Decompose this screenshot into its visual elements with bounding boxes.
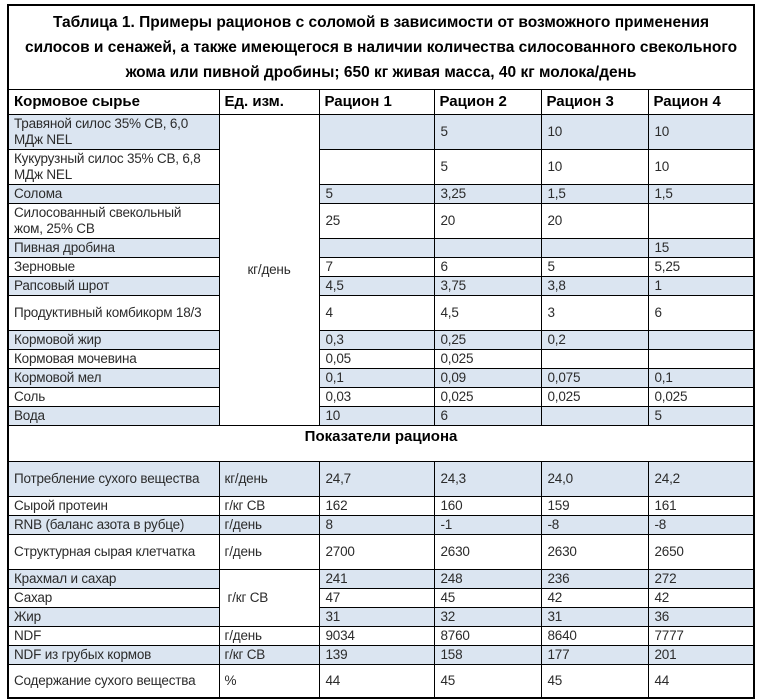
column-header-ration-3: Рацион 3 — [541, 90, 648, 115]
value-cell: 5 — [541, 258, 648, 277]
value-cell: 4,5 — [319, 277, 434, 296]
value-cell: 6 — [648, 296, 754, 331]
value-cell: 20 — [434, 204, 541, 239]
unit-cell: % — [219, 665, 319, 698]
value-cell: 24,3 — [434, 462, 541, 497]
table-row — [8, 239, 754, 258]
value-cell — [319, 115, 434, 150]
feed-name-cell: Солома — [8, 185, 219, 204]
value-cell: 2700 — [319, 535, 434, 570]
value-cell: 10 — [319, 407, 434, 426]
value-cell: 7 — [319, 258, 434, 277]
table-row — [8, 589, 754, 608]
value-cell: 0,2 — [541, 331, 648, 350]
value-cell: -8 — [648, 516, 754, 535]
table-row — [8, 185, 754, 204]
value-cell: 15 — [648, 239, 754, 258]
feed-name-cell: Вода — [8, 407, 219, 426]
table-row — [8, 497, 754, 516]
value-cell: 0,1 — [319, 369, 434, 388]
table-row — [8, 350, 754, 369]
title-row — [8, 5, 754, 90]
value-cell: 31 — [541, 608, 648, 627]
value-cell: 10 — [541, 150, 648, 185]
value-cell: 25 — [319, 204, 434, 239]
value-cell: 7777 — [648, 627, 754, 646]
value-cell: 9034 — [319, 627, 434, 646]
value-cell — [648, 204, 754, 239]
value-cell: 0,025 — [648, 388, 754, 407]
value-cell: 0,025 — [541, 388, 648, 407]
feed-name-cell: Зерновые — [8, 258, 219, 277]
value-cell: 1,5 — [541, 185, 648, 204]
feed-name-cell: Травяной силос 35% СВ, 6,0 МДж NEL — [8, 115, 219, 150]
value-cell: 24,2 — [648, 462, 754, 497]
value-cell: 272 — [648, 570, 754, 589]
value-cell: 24,0 — [541, 462, 648, 497]
section-header: Показатели рациона — [8, 426, 754, 462]
value-cell: 0,1 — [648, 369, 754, 388]
value-cell: 45 — [434, 589, 541, 608]
feed-name-cell: Продуктивный комбикорм 18/3 — [8, 296, 219, 331]
value-cell: 5,25 — [648, 258, 754, 277]
value-cell: 5 — [434, 150, 541, 185]
column-header-ration-1: Рацион 1 — [319, 90, 434, 115]
feed-name-cell: Кормовой жир — [8, 331, 219, 350]
value-cell: 3,75 — [434, 277, 541, 296]
value-cell — [541, 350, 648, 369]
table-row — [8, 115, 754, 150]
value-cell: 8 — [319, 516, 434, 535]
value-cell: 139 — [319, 646, 434, 665]
value-cell — [434, 239, 541, 258]
table-row — [8, 296, 754, 331]
indicator-name-cell: NDF — [8, 627, 219, 646]
feed-name-cell: Кормовой мел — [8, 369, 219, 388]
table-row — [8, 665, 754, 698]
value-cell: 0,05 — [319, 350, 434, 369]
value-cell: 0,025 — [434, 388, 541, 407]
value-cell: 10 — [648, 150, 754, 185]
value-cell: 159 — [541, 497, 648, 516]
table-row — [8, 462, 754, 497]
value-cell: 3,8 — [541, 277, 648, 296]
value-cell: 0,25 — [434, 331, 541, 350]
feed-name-cell: Пивная дробина — [8, 239, 219, 258]
indicator-name-cell: RNB (баланс азота в рубце) — [8, 516, 219, 535]
unit-cell: г/кг СВ — [219, 646, 319, 665]
indicator-name-cell: Сырой протеин — [8, 497, 219, 516]
value-cell: 36 — [648, 608, 754, 627]
value-cell — [319, 150, 434, 185]
value-cell: 20 — [541, 204, 648, 239]
value-cell: 5 — [648, 407, 754, 426]
value-cell: 42 — [648, 589, 754, 608]
table-row — [8, 258, 754, 277]
value-cell: 0,3 — [319, 331, 434, 350]
value-cell: 2630 — [434, 535, 541, 570]
table-row — [8, 570, 754, 589]
value-cell: 10 — [541, 115, 648, 150]
value-cell — [541, 239, 648, 258]
value-cell: 248 — [434, 570, 541, 589]
unit-cell: г/кг СВ — [219, 497, 319, 516]
value-cell: 44 — [648, 665, 754, 698]
value-cell: 3,25 — [434, 185, 541, 204]
feed-name-cell: Силосованный свекольный жом, 25% СВ — [8, 204, 219, 239]
value-cell: 0,03 — [319, 388, 434, 407]
value-cell: 1,5 — [648, 185, 754, 204]
table-row — [8, 204, 754, 239]
unit-cell: г/день — [219, 516, 319, 535]
indicator-name-cell: Структурная сырая клетчатка — [8, 535, 219, 570]
indicator-name-cell: Сахар — [8, 589, 219, 608]
value-cell: -8 — [541, 516, 648, 535]
value-cell — [648, 331, 754, 350]
unit-cell: г/день — [219, 627, 319, 646]
table-row — [8, 535, 754, 570]
column-header-ration-4: Рацион 4 — [648, 90, 754, 115]
indicator-name-cell: Потребление сухого вещества — [8, 462, 219, 497]
unit-cell: г/день — [219, 535, 319, 570]
value-cell: 24,7 — [319, 462, 434, 497]
value-cell: 241 — [319, 570, 434, 589]
value-cell: 31 — [319, 608, 434, 627]
value-cell — [541, 407, 648, 426]
value-cell: 160 — [434, 497, 541, 516]
value-cell: 161 — [648, 497, 754, 516]
indicator-name-cell: Крахмал и сахар — [8, 570, 219, 589]
unit-cell: г/кг СВ — [219, 570, 319, 627]
value-cell: 8760 — [434, 627, 541, 646]
feed-name-cell: Кормовая мочевина — [8, 350, 219, 369]
table-row — [8, 369, 754, 388]
value-cell — [319, 239, 434, 258]
feed-name-cell: Соль — [8, 388, 219, 407]
column-header-ration-2: Рацион 2 — [434, 90, 541, 115]
value-cell: 162 — [319, 497, 434, 516]
value-cell: 42 — [541, 589, 648, 608]
value-cell: 47 — [319, 589, 434, 608]
value-cell — [648, 350, 754, 369]
value-cell: 6 — [434, 407, 541, 426]
indicator-name-cell: NDF из грубых кормов — [8, 646, 219, 665]
value-cell: 201 — [648, 646, 754, 665]
value-cell: 45 — [541, 665, 648, 698]
indicator-name-cell: Жир — [8, 608, 219, 627]
table-row — [8, 516, 754, 535]
value-cell: 45 — [434, 665, 541, 698]
table-row — [8, 407, 754, 426]
table-title: Таблица 1. Примеры рационов с соломой в зависимости от возможного применения силосов и сенажей, а также имеющегося в наличии количества силосованного свекольного жома или пивной дробины; 650 кг живая масса, 40 кг молока/день — [8, 5, 754, 90]
value-cell: 8640 — [541, 627, 648, 646]
header-row — [8, 90, 754, 115]
value-cell: 4 — [319, 296, 434, 331]
value-cell: 44 — [319, 665, 434, 698]
value-cell: 1 — [648, 277, 754, 296]
value-cell: -1 — [434, 516, 541, 535]
table-row — [8, 331, 754, 350]
feed-name-cell: Кукурузный силос 35% СВ, 6,8 МДж NEL — [8, 150, 219, 185]
value-cell: 3 — [541, 296, 648, 331]
value-cell: 0,025 — [434, 350, 541, 369]
value-cell: 4,5 — [434, 296, 541, 331]
section-header-row — [8, 426, 754, 462]
indicator-name-cell: Содержание сухого вещества — [8, 665, 219, 698]
value-cell: 10 — [648, 115, 754, 150]
table-row — [8, 388, 754, 407]
value-cell: 177 — [541, 646, 648, 665]
value-cell: 2630 — [541, 535, 648, 570]
feed-name-cell: Рапсовый шрот — [8, 277, 219, 296]
table-row — [8, 277, 754, 296]
value-cell: 32 — [434, 608, 541, 627]
table-row — [8, 646, 754, 665]
value-cell: 2650 — [648, 535, 754, 570]
value-cell: 0,09 — [434, 369, 541, 388]
table-row — [8, 150, 754, 185]
value-cell: 6 — [434, 258, 541, 277]
value-cell: 158 — [434, 646, 541, 665]
table-row — [8, 627, 754, 646]
value-cell: 5 — [434, 115, 541, 150]
unit-cell: кг/день — [219, 462, 319, 497]
column-header-unit: Ед. изм. — [219, 90, 319, 115]
table-row — [8, 608, 754, 627]
value-cell: 0,075 — [541, 369, 648, 388]
ration-table — [7, 4, 755, 699]
column-header-feed: Кормовое сырье — [8, 90, 219, 115]
value-cell: 236 — [541, 570, 648, 589]
value-cell: 5 — [319, 185, 434, 204]
unit-cell: кг/день — [219, 115, 319, 426]
